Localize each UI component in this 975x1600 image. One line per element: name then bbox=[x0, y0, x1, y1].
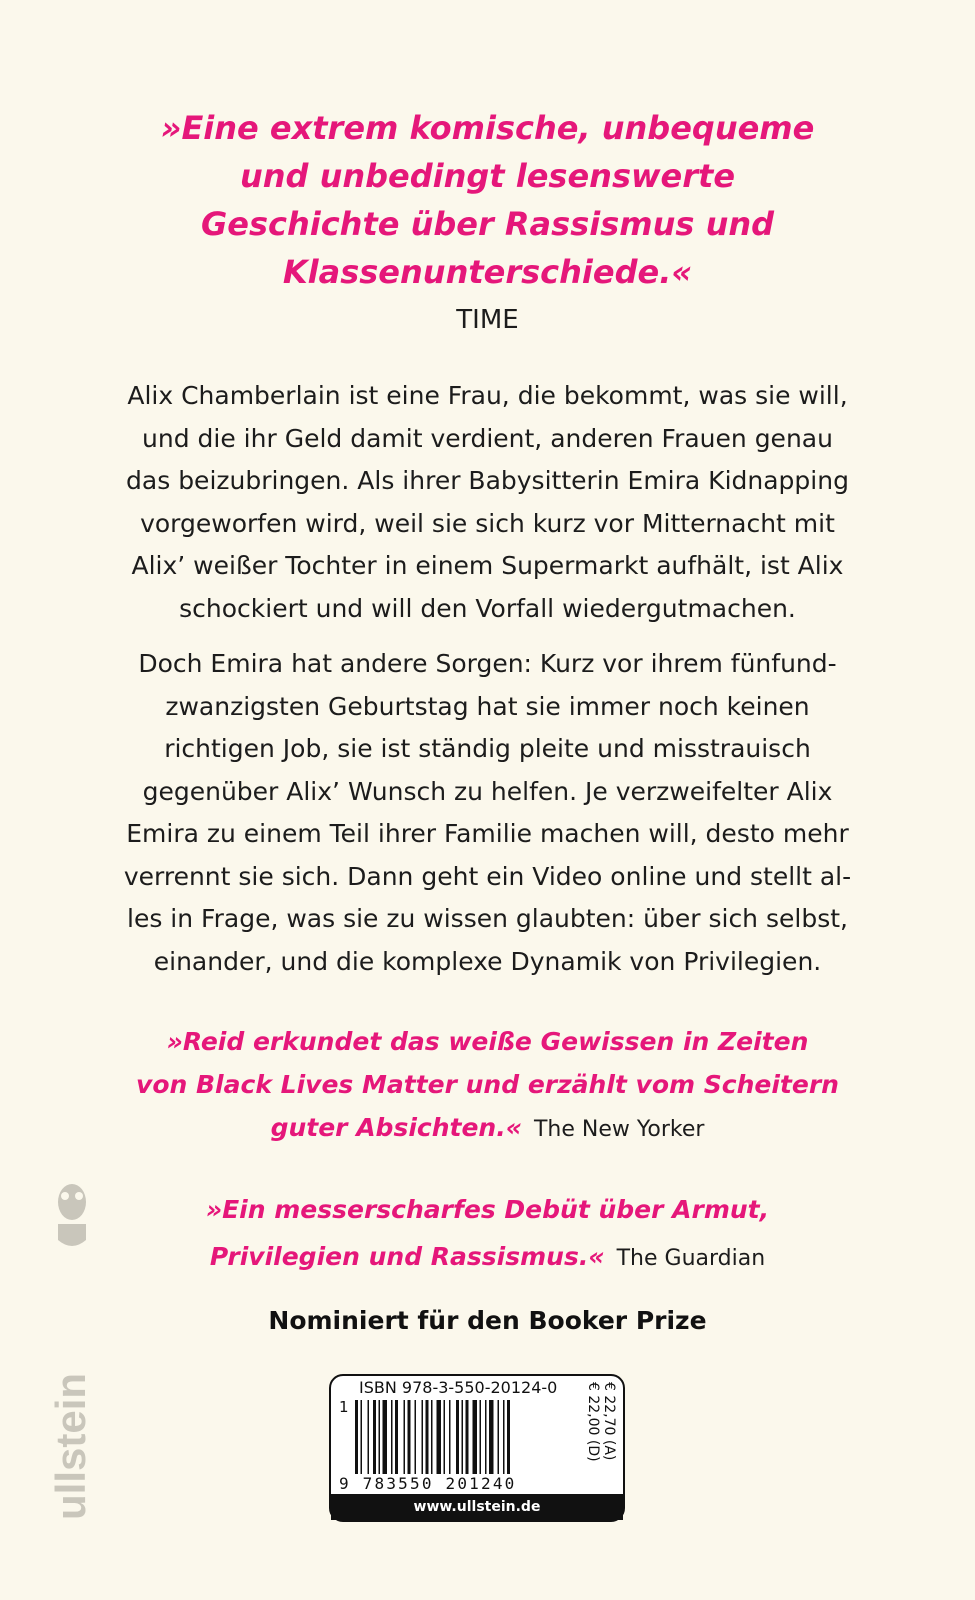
barcode-bar bbox=[361, 1400, 363, 1474]
quote-line: und unbedingt lesenswerte bbox=[239, 157, 736, 195]
blurb-line: schockiert und will den Vorfall wiedergutmachen. bbox=[179, 593, 796, 623]
barcode-bar bbox=[391, 1400, 393, 1474]
barcode-bar bbox=[503, 1400, 505, 1474]
quote-line: »Eine extrem komische, unbequeme bbox=[160, 109, 815, 147]
review-quote-new-yorker bbox=[0, 1020, 975, 1151]
barcode-bar bbox=[404, 1400, 406, 1474]
quote-source: The New Yorker bbox=[533, 1117, 705, 1142]
blurb-line: les in Frage, was sie zu wissen glaubten: über sich selbst, bbox=[127, 904, 848, 933]
quote-line: »Reid erkundet das weiße Gewissen in Zeiten bbox=[166, 1027, 809, 1056]
barcode-bar bbox=[507, 1400, 510, 1474]
quote-line: Klassenunterschiede.« bbox=[282, 253, 693, 291]
blurb-paragraph-2 bbox=[90, 643, 885, 983]
blurb-paragraph-1 bbox=[90, 375, 885, 630]
quote-line-with-source bbox=[0, 1106, 975, 1151]
headline-quote bbox=[0, 104, 975, 342]
quote-line: Geschichte über Rassismus und bbox=[200, 205, 775, 243]
barcode-bar bbox=[473, 1400, 478, 1474]
barcode-bar bbox=[368, 1400, 370, 1474]
barcode-bar bbox=[383, 1400, 388, 1474]
blurb-line: das beizubringen. Als ihrer Babysitterin Emira Kidnapping bbox=[126, 466, 849, 495]
price-germany: € 22,00 (D) bbox=[585, 1382, 601, 1462]
barcode-bars bbox=[355, 1400, 569, 1478]
barcode-lead-digit: 1 bbox=[339, 1398, 349, 1416]
quote-line: Privilegien und Rassismus.« bbox=[209, 1242, 605, 1271]
barcode-bar bbox=[449, 1400, 451, 1474]
quote-line-with-source bbox=[0, 1233, 975, 1282]
publisher-name: ullstein bbox=[47, 1372, 94, 1520]
barcode-bar bbox=[379, 1400, 381, 1474]
award-nomination: Nominiert für den Booker Prize bbox=[268, 1306, 707, 1335]
barcode-bar bbox=[498, 1400, 500, 1474]
barcode-bar bbox=[422, 1400, 424, 1474]
isbn-label: ISBN 978-3-550-20124-0 bbox=[359, 1378, 558, 1397]
barcode-bar bbox=[485, 1400, 487, 1474]
blurb-line: richtigen Job, sie ist ständig pleite und misstrauisch bbox=[164, 734, 811, 763]
quote-source: The Guardian bbox=[616, 1246, 766, 1271]
barcode-bar bbox=[355, 1400, 358, 1474]
barcode-bar bbox=[426, 1400, 429, 1474]
barcode-bar bbox=[408, 1400, 411, 1474]
price-austria: € 22,70 (A) bbox=[601, 1382, 617, 1461]
blurb-line: gegenüber Alix’ Wunsch zu helfen. Je verzweifelter Alix bbox=[142, 776, 833, 806]
price-column bbox=[577, 1380, 617, 1484]
quote-line: von Black Lives Matter und erzählt vom Scheitern bbox=[136, 1070, 839, 1099]
quote-line: »Ein messerscharfes Debüt über Armut, bbox=[205, 1195, 770, 1224]
barcode-bar bbox=[437, 1400, 442, 1474]
publisher-url: www.ullstein.de bbox=[331, 1494, 623, 1520]
blurb-line: und die ihr Geld damit verdient, anderen Frauen genau bbox=[142, 423, 833, 453]
blurb-line: Emira zu einem Teil ihrer Familie machen will, desto mehr bbox=[126, 819, 849, 848]
publisher-logo bbox=[47, 1180, 94, 1525]
blurb-line: zwanzigsten Geburtstag hat sie immer noch keinen bbox=[165, 691, 810, 721]
blurb-line: Alix’ weißer Tochter in einem Supermarkt aufhält, ist Alix bbox=[131, 551, 844, 580]
blurb-line: verrennt sie sich. Dann geht ein Video online und stellt al- bbox=[123, 861, 852, 891]
barcode-bar bbox=[462, 1400, 464, 1474]
barcode-bar bbox=[395, 1400, 398, 1474]
barcode-bar bbox=[466, 1400, 469, 1474]
barcode-bar bbox=[489, 1400, 494, 1474]
barcode-bar bbox=[444, 1400, 446, 1474]
barcode-bar bbox=[415, 1400, 417, 1474]
blurb-line: Alix Chamberlain ist eine Frau, die bekommt, was sie will, bbox=[127, 381, 848, 410]
barcode-box bbox=[329, 1374, 625, 1522]
blurb-line: vorgeworfen wird, weil sie sich kurz vor Mitternacht mit bbox=[140, 508, 835, 538]
quote-line: guter Absichten.« bbox=[270, 1113, 522, 1142]
blurb-line: einander, und die komplexe Dynamik von Privilegien. bbox=[153, 946, 822, 976]
barcode-digits: 9 783550 201240 bbox=[339, 1474, 517, 1493]
quote-source: TIME bbox=[456, 305, 519, 335]
barcode-bar bbox=[480, 1400, 482, 1474]
barcode-bar bbox=[373, 1400, 376, 1474]
owl-icon bbox=[47, 1180, 94, 1525]
barcode-bar bbox=[431, 1400, 433, 1474]
barcode-bar bbox=[456, 1400, 459, 1474]
review-quote-guardian bbox=[0, 1186, 975, 1282]
blurb-line: Doch Emira hat andere Sorgen: Kurz vor ihrem fünfund- bbox=[138, 649, 837, 678]
